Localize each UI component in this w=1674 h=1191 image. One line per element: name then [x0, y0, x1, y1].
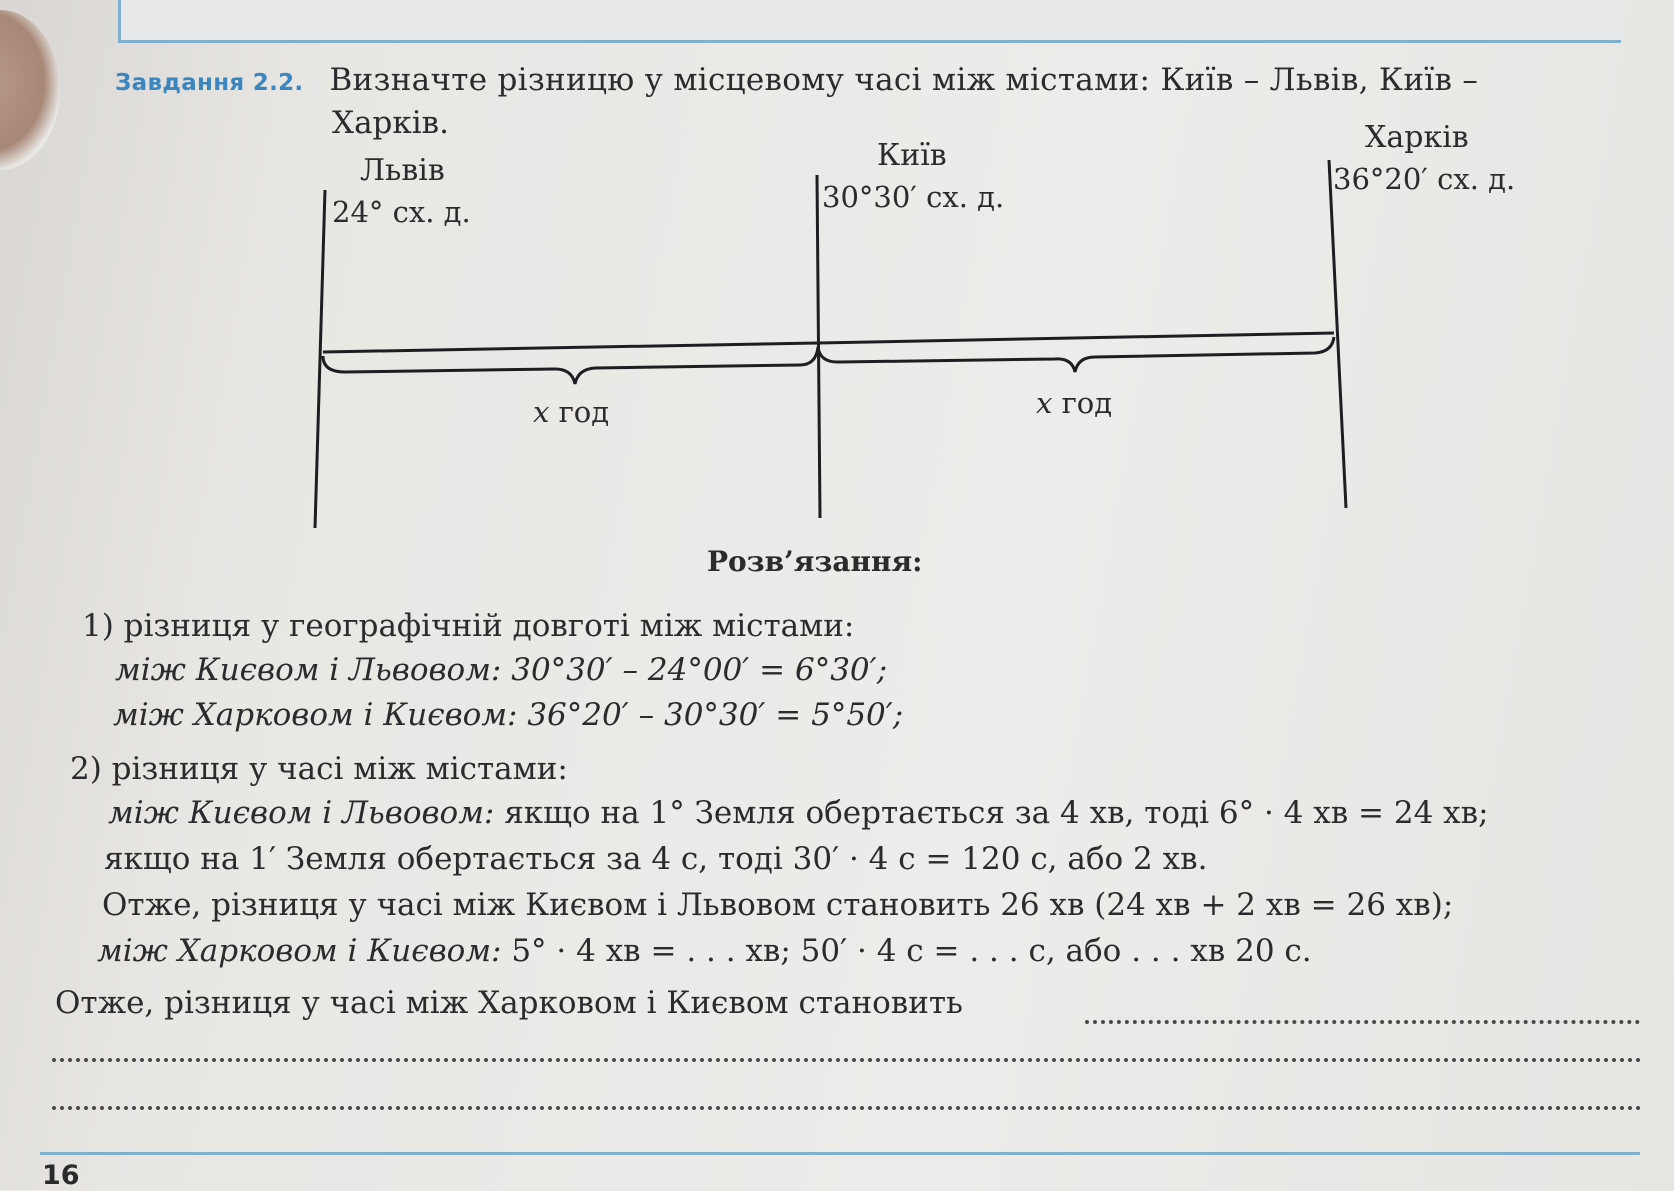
answer-dots-2: [52, 1058, 1642, 1062]
solution-heading: Розв’язання:: [707, 545, 923, 578]
step2-line1: між Києвом і Львовом: якщо на 1° Земля обертається за 4 хв, тоді 6° · 4 хв = 24 хв;: [108, 795, 1489, 831]
page-number: 16: [42, 1160, 80, 1191]
step1-title: 1) різниця у географічній довготі між містами:: [82, 608, 855, 644]
task-text-line2: Харків.: [332, 105, 449, 141]
baseline-left: [323, 343, 818, 352]
longitude-diagram: [0, 0, 1674, 540]
step2-line3: Отже, різниця у часі між Києвом і Львовом становить 26 хв (24 хв + 2 хв = 26 хв);: [102, 887, 1454, 923]
city-kharkiv: Харків: [1365, 120, 1469, 155]
coord-kharkiv: 36°20′ сх. д.: [1333, 162, 1516, 196]
brace-label-left: x год: [533, 395, 610, 429]
step1-line1: між Києвом і Львовом: 30°30′ – 24°00′ = 6°30′;: [115, 652, 888, 688]
kyiv-meridian: [817, 175, 820, 518]
task-label: Завдання 2.2.: [115, 70, 304, 96]
coord-lviv: 24° сх. д.: [332, 195, 471, 229]
baseline-right: [818, 333, 1334, 343]
step2-line2: якщо на 1′ Земля обертається за 4 с, тоді 30′ · 4 с = 120 с, або 2 хв.: [104, 841, 1208, 877]
answer-dots-1: [1085, 1020, 1640, 1024]
brace-left: [323, 347, 818, 384]
answer-dots-3: [52, 1106, 1642, 1110]
brace-label-right: x год: [1036, 386, 1113, 420]
step2-line4: між Харковом і Києвом: 5° · 4 хв = . . . хв; 50′ · 4 с = . . . с, або . . . хв 20 с.: [97, 933, 1312, 969]
step2-title: 2) різниця у часі між містами:: [70, 751, 568, 787]
city-lviv: Львів: [360, 153, 445, 188]
coord-kyiv: 30°30′ сх. д.: [822, 180, 1005, 214]
task-text-line1: Визначте різницю у місцевому часі між містами: Київ – Львів, Київ –: [329, 62, 1479, 98]
footer-rule: [40, 1152, 1640, 1155]
conclusion-line: Отже, різниця у часі між Харковом і Києвом становить: [55, 985, 963, 1021]
step1-line2: між Харковом і Києвом: 36°20′ – 30°30′ = 5°50′;: [113, 697, 904, 733]
city-kyiv: Київ: [877, 138, 947, 173]
